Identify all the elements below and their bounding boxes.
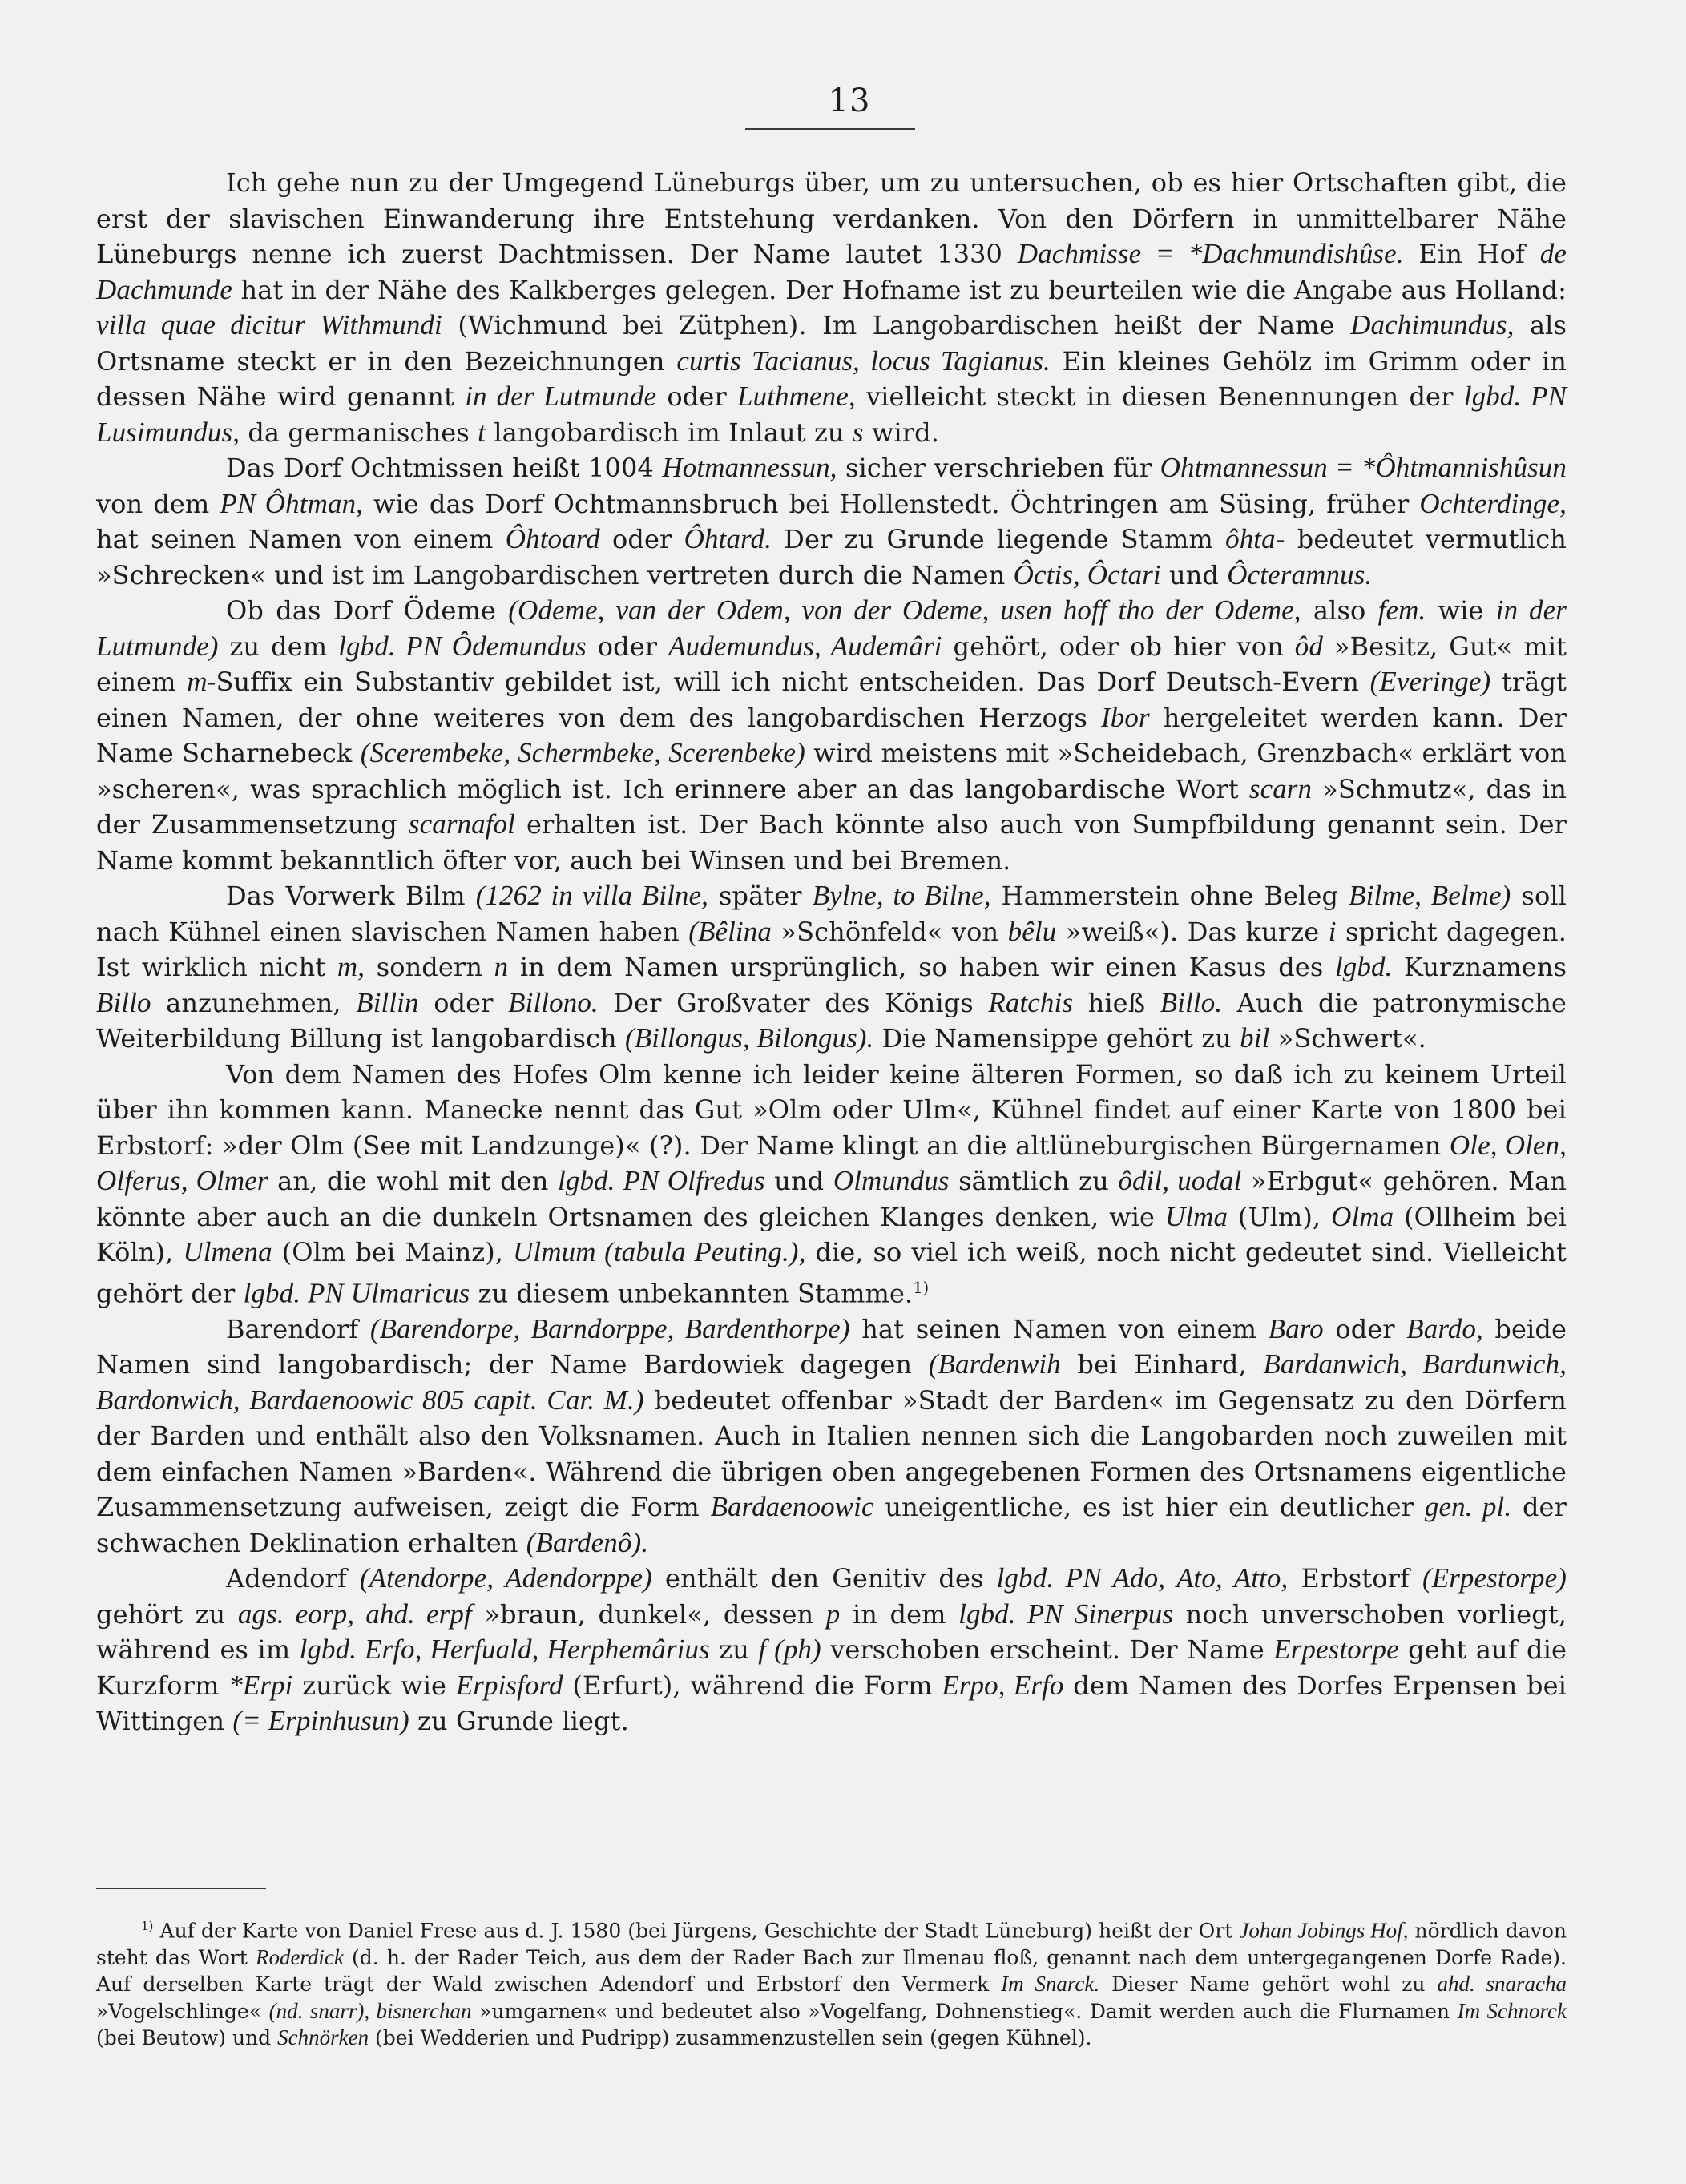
italic-term: bêlu (1007, 915, 1057, 947)
text-run: sondern (365, 952, 494, 982)
italic-term: lgbd. PN Ado, Ato, Atto, (996, 1562, 1289, 1594)
text-run: also (1301, 595, 1378, 626)
page-number-rule (745, 128, 915, 130)
text-run: »Schönfeld« von (771, 916, 1008, 947)
italic-term: Ohtmannessun = *Ôhtmannishûsun (1160, 452, 1567, 483)
text-run: Dieser Name gehört wohl zu (1099, 1972, 1438, 1997)
text-run: wird meistens mit »Scheidebach, Grenzbach« erklärt von »scheren«, was sprachlich möglich ist. Ich erinnere aber an das langobardische Wort (96, 738, 1567, 804)
text-run: oder (418, 987, 509, 1018)
italic-term: (Barendorpe, Barndorppe, Bardenthorpe) (369, 1312, 850, 1344)
italic-term: p (825, 1598, 841, 1630)
text-run: die, so viel ich weiß, noch nicht gedeutet sind. Vielleicht gehört der (96, 1237, 1567, 1309)
text-run: Auf der Karte von Daniel Frese aus d. J. 1580 (bei Jürgens, Geschichte der Stadt Lüneburg) heißt der Ort (153, 1919, 1240, 1943)
text-run: sämtlich zu (949, 1166, 1119, 1196)
italic-term: (Bardenwih (928, 1348, 1061, 1380)
italic-term: (Erpestorpe) (1422, 1562, 1567, 1594)
text-run: wird. (863, 417, 940, 448)
italic-term: Erpisford (455, 1669, 563, 1701)
text-run: Auch die patronymische Weiterbildung Billung ist langobardisch (96, 987, 1567, 1054)
footnote (96, 1913, 1567, 2052)
italic-term: (Odeme, van der Odem, von der Odeme, usen hoff tho der Odeme, (508, 594, 1301, 626)
text-run: und (764, 1166, 833, 1196)
italic-term: villa quae dicitur Withmundi (96, 309, 442, 340)
italic-term: m (187, 666, 208, 697)
italic-term: de Dachmunde (96, 238, 1567, 305)
text-run: dem Namen des Dorfes Erpensen bei Wittingen (96, 1670, 1567, 1737)
italic-term: Ratchis (988, 986, 1074, 1018)
text-run: (Wichmund bei Zütphen). Im Langobardischen heißt der Name (442, 310, 1351, 340)
italic-term: s (852, 416, 864, 448)
italic-term: lgbd. PN Ôdemundus (338, 630, 587, 662)
italic-term: in der Lutmunde (465, 381, 657, 412)
text-run: hieß (1073, 987, 1160, 1018)
text-run: hat seinen Namen von einem (849, 1313, 1269, 1344)
text-run: spricht dagegen. Ist wirklich nicht (96, 916, 1567, 982)
italic-term: (Everinge) (1369, 666, 1491, 697)
italic-term: (1262 in villa Bilne, (475, 880, 708, 911)
footnote-marker: 1) (141, 1919, 154, 1933)
text-run: (Ollheim bei Köln), (96, 1201, 1567, 1267)
italic-term: (Bêlina (688, 915, 772, 947)
paragraph (96, 878, 1567, 1057)
text-run: wie das Dorf Ochtmannsbruch bei Hollenstedt. Öchtringen am Süsing, früher (363, 488, 1420, 519)
italic-term: PN Ôhtman, (220, 487, 364, 519)
text-run: bedeutet vermutlich »Schrecken« und ist im Langobardischen vertreten durch die Namen (96, 524, 1567, 590)
text-run: enthält den Genitiv des (651, 1563, 997, 1594)
text-run: Ob das Dorf Ödeme (226, 595, 509, 626)
text-run: sicher verschrieben für (837, 453, 1160, 483)
text-run: Von dem Namen des Hofes Olm kenne ich leider keine älteren Formen, so daß ich zu keinem Urteil über ihn kommen kann. Manecke nennt das Gut »Olm oder Ulm«, Kühnel findet auf einer Karte von 1800 bei Erbstorf: »der Olm (See mit Landzunge)« (?). Der Name klingt an die altlüneburgischen Bürgernamen (96, 1058, 1567, 1161)
text-run: Ein Hof (1403, 239, 1540, 269)
text-run: gehört, oder ob hier von (942, 631, 1295, 662)
italic-term: lgbd. PN Sinerpus (958, 1598, 1174, 1630)
text-run: erhalten ist. Der Bach könnte also auch von Sumpfbildung genannt sein. Der Name kommt bekanntlich öfter vor, auch bei Winsen und bei Bremen. (96, 809, 1567, 876)
text-run: zu (709, 1634, 759, 1666)
italic-term: lgbd. Erfo, Herfuald, Herphemârius (299, 1634, 710, 1666)
paragraph (96, 593, 1567, 878)
text-run: später (708, 880, 813, 911)
italic-term: Bardo, (1406, 1312, 1483, 1344)
italic-term: Billo. (1160, 986, 1223, 1018)
footnote-marker: 1) (913, 1278, 930, 1297)
italic-term: Ulmum (tabula Peuting.), (513, 1236, 806, 1267)
text-run: (Ulm), (1228, 1201, 1332, 1232)
italic-term: t (478, 416, 486, 448)
text-run: zu Grunde liegt. (409, 1706, 629, 1737)
italic-term: Johan Jobings Hof, (1239, 1918, 1409, 1943)
text-run: Das Dorf Ochtmissen heißt 1004 (226, 453, 663, 483)
paragraph (96, 1561, 1567, 1739)
text-run: oder (599, 524, 684, 554)
text-run: und (1160, 559, 1228, 590)
italic-term: Ôctis, Ôctari (1013, 558, 1161, 590)
italic-term: (Atendorpe, Adendorppe) (359, 1562, 652, 1594)
italic-term: Billono. (508, 986, 599, 1018)
italic-term: Olmundus (833, 1165, 950, 1196)
italic-term: gen. pl. (1424, 1491, 1512, 1523)
italic-term: (Scerembeke, Schermbeke, Scerenbeke) (360, 737, 805, 768)
italic-term: Baro (1268, 1312, 1324, 1344)
text-run: geht auf die Kurzform (96, 1634, 1567, 1701)
text-run: »Erbgut« gehören. Man könnte aber auch an die dunkeln Ortsnamen des gleichen Klanges denken, wie (96, 1166, 1567, 1232)
italic-term: fem. (1377, 594, 1426, 626)
italic-term: lgbd. PN Ulmaricus (243, 1277, 470, 1309)
italic-term: scarnafol (408, 808, 515, 840)
text-run: »weiß«). Das kurze (1056, 916, 1329, 947)
italic-term: Billin (356, 986, 419, 1018)
italic-term: bil (1240, 1022, 1270, 1054)
paragraph (96, 165, 1567, 450)
text-run: beide Namen sind langobardisch; der Name Bardowiek dagegen (96, 1313, 1567, 1380)
paragraph (96, 450, 1567, 593)
italic-term: ahd. snaracha (1437, 1972, 1567, 1997)
italic-term: ôd (1294, 630, 1323, 662)
text-run: (Olm bei Mainz), (272, 1237, 514, 1267)
text-run: der schwachen Deklination erhalten (96, 1492, 1567, 1558)
text-run: wie (1426, 595, 1496, 626)
text-run: (bei Wedderien und Pudripp) zusammenzustellen sein (gegen Kühnel). (369, 2026, 1092, 2050)
text-run: Das Vorwerk Bilm (226, 880, 476, 911)
text-run: (bei Beutow) und (96, 2026, 278, 2050)
body-text (96, 165, 1567, 1739)
italic-term: Roderdick (255, 1944, 344, 1969)
italic-term: Schnörken (277, 2025, 369, 2050)
italic-term: Ôcteramnus. (1227, 558, 1373, 590)
text-run: langobardisch im Inlaut zu (485, 417, 853, 448)
italic-term: lgbd. PN Olfredus (558, 1165, 765, 1196)
text-run: (d. h. der Rader Teich, aus dem der Rader Bach zur Ilmenau floß, genannt nach dem untergegangenen Dorfe Rade). Auf derselben Karte trägt der Wald zwischen Adendorf und Erbstorf den Vermerk (96, 1945, 1567, 1997)
text-run: verschoben erscheint. Der Name (821, 1634, 1274, 1666)
italic-term: m, (337, 951, 365, 982)
text-run: bedeutet offenbar »Stadt der Barden« im Gegensatz zu den Dörfern der Barden und enthält also den Volksnamen. Auch in Italien nennen sich die Langobarden noch zuweilen mit dem einfachen Namen »Barden«. Während die übrigen oben angegebenen Formen des Ortsnamens eigentliche Zusammensetzung aufweisen, zeigt die Form (96, 1384, 1567, 1523)
text-run: von dem (96, 488, 220, 519)
text-run: Barendorf (226, 1313, 370, 1344)
italic-term: (nd. snarr), bisnerchan (268, 1998, 472, 2023)
italic-term: Dachmisse = *Dachmundishûse. (1017, 238, 1404, 269)
text-run: noch unverschoben vorliegt, während es im (96, 1598, 1567, 1666)
italic-term: curtis Tacianus, locus Tagianus. (676, 345, 1051, 377)
text-run: uneigentliche, es ist hier ein deutlicher (873, 1492, 1425, 1523)
text-run: hergeleitet werden kann. Der Name Scharnebeck (96, 702, 1567, 768)
text-run: »braun, dunkel«, dessen (471, 1598, 826, 1630)
paragraph (96, 1057, 1567, 1312)
text-run: Der zu Grunde liegende Stamm (771, 524, 1226, 554)
paragraph (96, 1312, 1567, 1561)
italic-term: Ole, Olen, Olferus, Olmer (96, 1129, 1567, 1196)
italic-term: Ôhtoard (505, 523, 600, 554)
text-run: vielleicht steckt in diesen Benennungen der (855, 381, 1464, 412)
text-run: nördlich davon steht das Wort (96, 1919, 1567, 1969)
footnote-paragraph (96, 1913, 1567, 2052)
italic-term: Bylne, to Bilne, (812, 880, 991, 911)
italic-term: *Erpi (228, 1669, 293, 1701)
italic-term: i (1328, 915, 1337, 947)
italic-term: Ôhtard. (684, 523, 772, 554)
italic-term: lgbd. (1334, 951, 1393, 982)
text-run: an, die wohl mit den (268, 1166, 559, 1196)
page-number: 13 (828, 83, 871, 119)
italic-term: Ibor (1101, 701, 1150, 733)
text-run: zu diesem unbekannten Stamme. (470, 1278, 914, 1309)
italic-term: Hotmannessun, (662, 452, 837, 483)
text-run: oder (586, 631, 669, 662)
text-run: -Suffix ein Substantiv gebildet ist, will ich nicht entscheiden. Das Dorf Deutsch-Evern (207, 667, 1370, 697)
italic-term: Ulmena (183, 1236, 272, 1267)
text-run: bei Einhard, (1060, 1349, 1264, 1380)
italic-term: ôhta- (1225, 523, 1285, 554)
italic-term: Luthmene, (737, 381, 856, 412)
text-run: in dem (840, 1598, 959, 1630)
italic-term: Billo (96, 986, 151, 1018)
italic-term: Olma (1331, 1200, 1394, 1232)
italic-term: Im Snarck. (1001, 1972, 1100, 1997)
italic-term: scarn (1248, 772, 1313, 804)
text-run: »Besitz, Gut« mit einem (96, 631, 1567, 697)
text-run: (Erfurt), während die Form (563, 1670, 942, 1701)
text-run: hat in der Nähe des Kalkberges gelegen. Der Hofname ist zu beurteilen wie die Angabe aus Holland: (232, 274, 1567, 305)
text-run: Hammerstein ohne Beleg (990, 880, 1349, 911)
italic-term: in der Lutmunde) (96, 594, 1567, 662)
text-run: »umgarnen« und bedeutet also »Vogelfang, Dohnenstieg«. Damit werden auch die Flurnamen (471, 1999, 1458, 2023)
italic-term: (Billongus, Bilongus). (625, 1022, 874, 1054)
text-run: gehört zu (96, 1598, 238, 1630)
italic-term: Im Schnorck (1457, 1998, 1567, 2023)
italic-term: Bilme, Belme) (1349, 880, 1511, 911)
italic-term: (= Erpinhusun) (232, 1705, 409, 1737)
italic-term: ags. eorp, ahd. erpf (237, 1598, 472, 1630)
text-run: als Ortsname steckt er in den Bezeichnungen (96, 310, 1567, 377)
text-run: da germanisches (240, 417, 478, 448)
text-run: Ein kleines Gehölz im Grimm oder in dessen Nähe wird genannt (96, 345, 1567, 412)
text-run: hat seinen Namen von einem (96, 524, 506, 554)
italic-term: (Bardenô). (526, 1526, 649, 1558)
italic-term: Audemundus, Audemâri (668, 630, 942, 662)
text-run: »Vogelschlinge« (96, 1999, 269, 2023)
italic-term: n (494, 951, 509, 982)
text-run: soll nach Kühnel einen slavischen Namen haben (96, 880, 1567, 947)
italic-term: Ulma (1164, 1200, 1228, 1232)
italic-term: Erpestorpe (1273, 1634, 1399, 1666)
text-run: »Schwert«. (1269, 1023, 1426, 1054)
text-run: zurück wie (292, 1670, 456, 1701)
text-run: anzunehmen, (151, 987, 357, 1018)
italic-term: lgbd. PN Lusimundus, (96, 381, 1567, 448)
text-run: zu dem (218, 631, 339, 662)
text-run: Die Namensippe gehört zu (873, 1023, 1240, 1054)
text-run: »Schmutz«, das in der Zusammensetzung (96, 773, 1567, 840)
text-run: trägt einen Namen, der ohne weiteres von dem des langobardischen Herzogs (96, 667, 1567, 733)
text-run: oder (1323, 1313, 1407, 1344)
footnote-rule (96, 1888, 266, 1889)
italic-term: Dachimundus, (1350, 309, 1515, 340)
text-run: Erbstorf (1288, 1563, 1422, 1594)
italic-term: Bardanwich, Bardunwich, Bardonwich, Bardaenoowic 805 capit. Car. M.) (96, 1348, 1567, 1416)
italic-term: ôdil, uodal (1118, 1165, 1242, 1196)
text-run: Kurznamens (1392, 952, 1567, 982)
text-run: in dem Namen ursprünglich, so haben wir einen Kasus des (508, 952, 1335, 982)
text-run: Adendorf (226, 1563, 360, 1594)
italic-term: Bardaenoowic (710, 1491, 874, 1523)
text-run: Der Großvater des Königs (598, 987, 989, 1018)
text-run: oder (656, 381, 738, 412)
italic-term: f (ph) (758, 1634, 821, 1666)
text-run: Ich gehe nun zu der Umgegend Lüneburgs über, um zu untersuchen, ob es hier Ortschaften gibt, die erst der slavischen Einwanderung ihre Entstehung verdanken. Von den Dörfern in unmittelbarer Nähe Lüneburgs nenne ich zuerst Dachtmissen. Der Name lautet 1330 (96, 167, 1567, 269)
italic-term: Ochterdinge, (1419, 487, 1567, 519)
italic-term: Erpo, Erfo (942, 1669, 1064, 1701)
